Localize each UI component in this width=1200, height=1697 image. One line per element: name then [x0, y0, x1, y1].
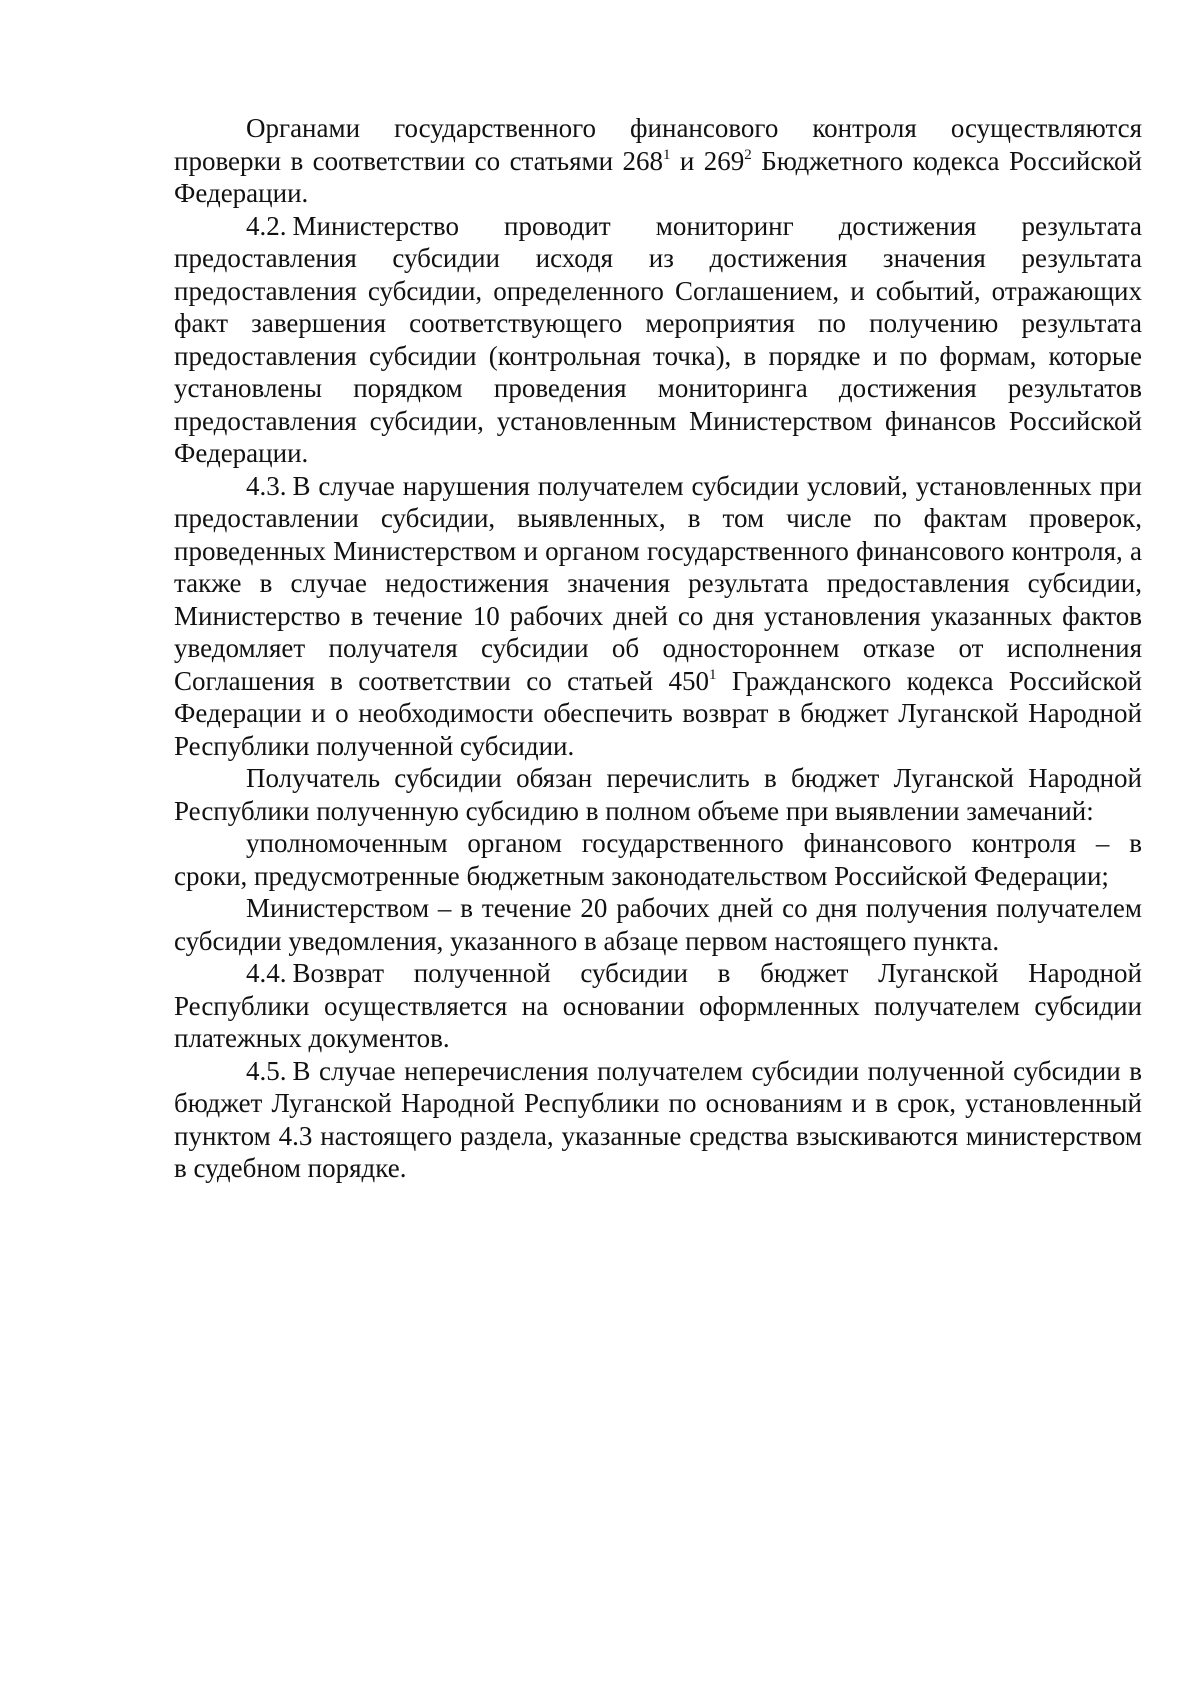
text-run: Возврат полученной субсидии в бюджет Луганской Народной Республики осуществляется на основании оформленных получателем субсидии платежных документов.: [174, 958, 1142, 1053]
paragraph-ministry: [174, 892, 1142, 957]
text-run: Министерство проводит мониторинг достижения результата предоставления субсидии исходя из достижения значения результата предоставления субсидии, определенного Соглашением, и событий, отражающих факт завершения соответствующего мероприятия по получению результата предоставления субсидии (контрольная точка), в порядке и по формам, которые установлены порядком проведения мониторинга достижения результатов предоставления субсидии, установленным Министерством финансов Российской Федерации.: [174, 210, 1142, 468]
paragraph-control-body: [174, 827, 1142, 892]
superscript: 1: [708, 666, 717, 683]
paragraph-4-5: [174, 1055, 1142, 1185]
text-run: Министерством – в течение 20 рабочих дней со дня получения получателем субсидии уведомления, указанного в абзаце первом настоящего пункта.: [174, 893, 1142, 956]
text-run: В случае неперечисления получателем субсидии полученной субсидии в бюджет Луганской Народной Республики по основаниям и в срок, установленный пунктом 4.3 настоящего раздела, указанные средства взыскиваются министерством в судебном порядке.: [174, 1055, 1142, 1183]
text-run: В случае нарушения получателем субсидии условий, установленных при предоставлении субсидии, выявленных, в том числе по фактам проверок, проведенных Министерством и органом государственного финансового контроля, а также в случае недостижения значения результата предоставления субсидии, Министерство в течение 10 рабочих дней со дня установления указанных фактов уведомляет получателя субсидии об одностороннем отказе от исполнения Соглашения в соответствии со статьей 450: [174, 470, 1142, 696]
clause-number: 4.4.: [246, 958, 287, 988]
paragraph-4-2: [174, 210, 1142, 470]
paragraph-checks: [174, 112, 1142, 210]
paragraph-return-obligation: [174, 762, 1142, 827]
clause-number: 4.2.: [246, 210, 287, 241]
clause-number: 4.5.: [246, 1055, 287, 1086]
text-run: и 269: [670, 145, 745, 176]
text-run: Бюджетного кодекса Российской Федерации.: [174, 145, 1142, 208]
paragraph-4-3: [174, 470, 1142, 763]
document-page: [174, 112, 1142, 1185]
text-run: Гражданского кодекса Российской Федерации и о необходимости обеспечить возврат в бюджет Луганской Народной Республики полученной субсидии.: [174, 665, 1142, 761]
paragraph-4-4: [174, 957, 1142, 1055]
superscript: 1: [662, 146, 671, 163]
superscript: 2: [744, 146, 752, 163]
text-run: уполномоченным органом государственного финансового контроля – в сроки, предусмотренные бюджетным законодательством Российской Федерации;: [174, 828, 1142, 891]
text-run: Органами государственного финансового контроля осуществляются проверки в соответствии со статьями 268: [174, 113, 1142, 176]
clause-number: 4.3.: [246, 470, 287, 501]
text-run: Получатель субсидии обязан перечислить в бюджет Луганской Народной Республики полученную субсидию в полном объеме при выявлении замечаний:: [174, 763, 1142, 826]
